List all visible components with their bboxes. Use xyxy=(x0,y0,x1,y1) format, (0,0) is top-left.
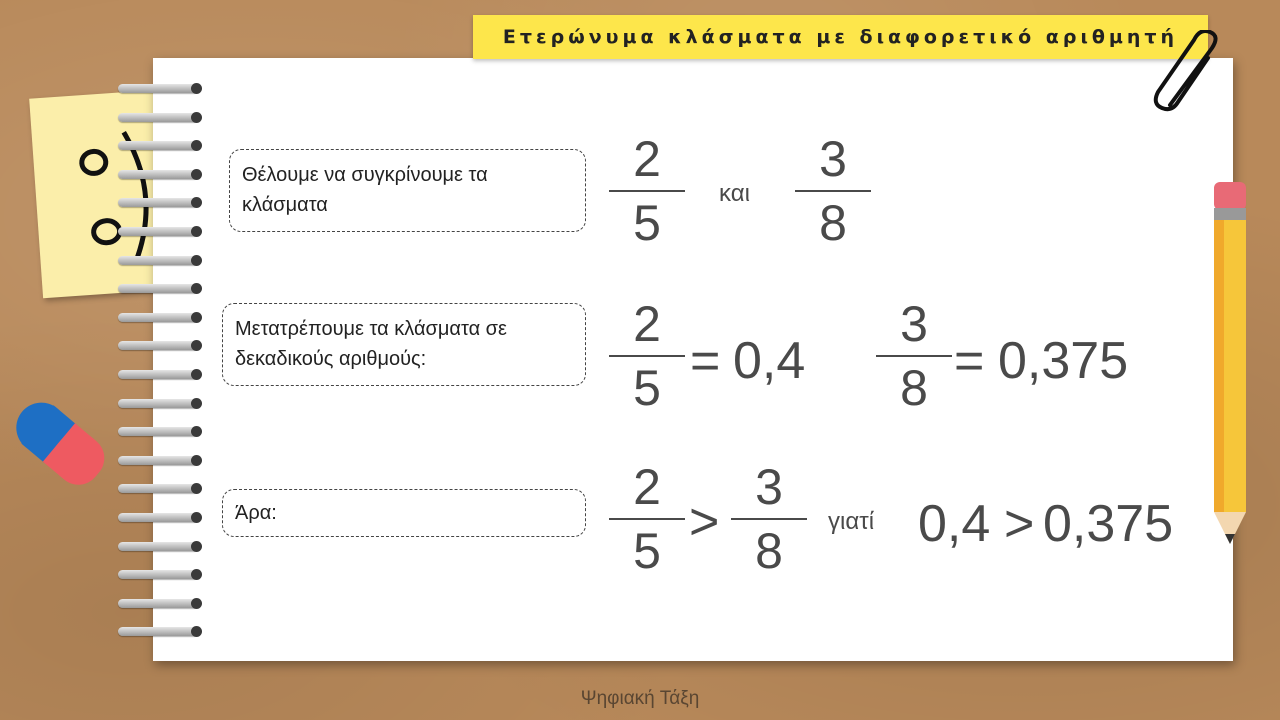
spiral-binding xyxy=(118,84,208,654)
fraction-three-eighths xyxy=(731,459,807,579)
numerator: 2 xyxy=(633,296,661,352)
denominator: 5 xyxy=(633,360,661,416)
spiral-ring xyxy=(118,198,198,207)
spiral-ring xyxy=(118,427,198,436)
spiral-ring xyxy=(118,84,198,93)
numerator: 3 xyxy=(819,131,847,187)
fraction-three-eighths xyxy=(795,131,871,251)
numerator: 3 xyxy=(755,459,783,515)
spiral-ring xyxy=(118,599,198,608)
fraction-two-fifths xyxy=(609,131,685,251)
eraser-icon xyxy=(0,380,130,510)
fraction-bar xyxy=(795,190,871,192)
compare-instruction-box xyxy=(229,149,586,232)
spiral-ring xyxy=(118,227,198,236)
fraction-three-eighths xyxy=(876,296,952,416)
decimal-value-a: 0,4 xyxy=(733,332,806,390)
spiral-ring xyxy=(118,313,198,322)
spiral-ring xyxy=(118,113,198,122)
denominator: 5 xyxy=(633,195,661,251)
greater-than-sign: > xyxy=(1004,495,1035,553)
fraction-two-fifths xyxy=(609,459,685,579)
fraction-bar xyxy=(731,518,807,520)
fraction-bar xyxy=(609,190,685,192)
convert-instruction-box xyxy=(222,303,586,386)
fraction-bar xyxy=(609,518,685,520)
decimal-value-b: 0,375 xyxy=(1043,495,1174,553)
spiral-ring xyxy=(118,256,198,265)
footer-brand: Ψηφιακή Τάξη xyxy=(580,688,700,709)
spiral-ring xyxy=(118,170,198,179)
spiral-ring xyxy=(118,370,198,379)
spiral-ring xyxy=(118,570,198,579)
paperclip-icon xyxy=(1150,30,1230,115)
decimal-value-b: 0,375 xyxy=(998,332,1129,390)
connector-and: και xyxy=(719,180,750,207)
spiral-ring xyxy=(118,542,198,551)
fraction-bar xyxy=(609,355,685,357)
denominator: 8 xyxy=(900,360,928,416)
compare-instruction-text: Θέλουμε να συγκρίνουμε τα κλάσματα xyxy=(242,164,488,216)
conclusion-text: Άρα: xyxy=(235,502,277,524)
page-title: Ετερώνυμα κλάσματα με διαφορετικό αριθμητή xyxy=(473,15,1208,59)
decimal-value-a: 0,4 xyxy=(918,495,991,553)
spiral-ring xyxy=(118,627,198,636)
spiral-ring xyxy=(118,456,198,465)
numerator: 3 xyxy=(900,296,928,352)
spiral-ring xyxy=(118,513,198,522)
equals-sign: = xyxy=(954,332,985,390)
spiral-ring xyxy=(118,484,198,493)
numerator: 2 xyxy=(633,459,661,515)
spiral-ring xyxy=(118,284,198,293)
convert-instruction-text: Μετατρέπουμε τα κλάσματα σε δεκαδικούς αριθμούς: xyxy=(235,318,507,370)
because-text: γιατί xyxy=(828,508,875,535)
denominator: 8 xyxy=(755,523,783,579)
numerator: 2 xyxy=(633,131,661,187)
denominator: 5 xyxy=(633,523,661,579)
denominator: 8 xyxy=(819,195,847,251)
spiral-ring xyxy=(118,341,198,350)
spiral-ring xyxy=(118,399,198,408)
spiral-ring xyxy=(118,141,198,150)
greater-than-sign: > xyxy=(689,493,720,551)
equals-sign: = xyxy=(690,332,721,390)
fraction-bar xyxy=(876,355,952,357)
conclusion-box xyxy=(222,489,586,537)
pencil-icon xyxy=(1208,182,1252,552)
fraction-two-fifths xyxy=(609,296,685,416)
